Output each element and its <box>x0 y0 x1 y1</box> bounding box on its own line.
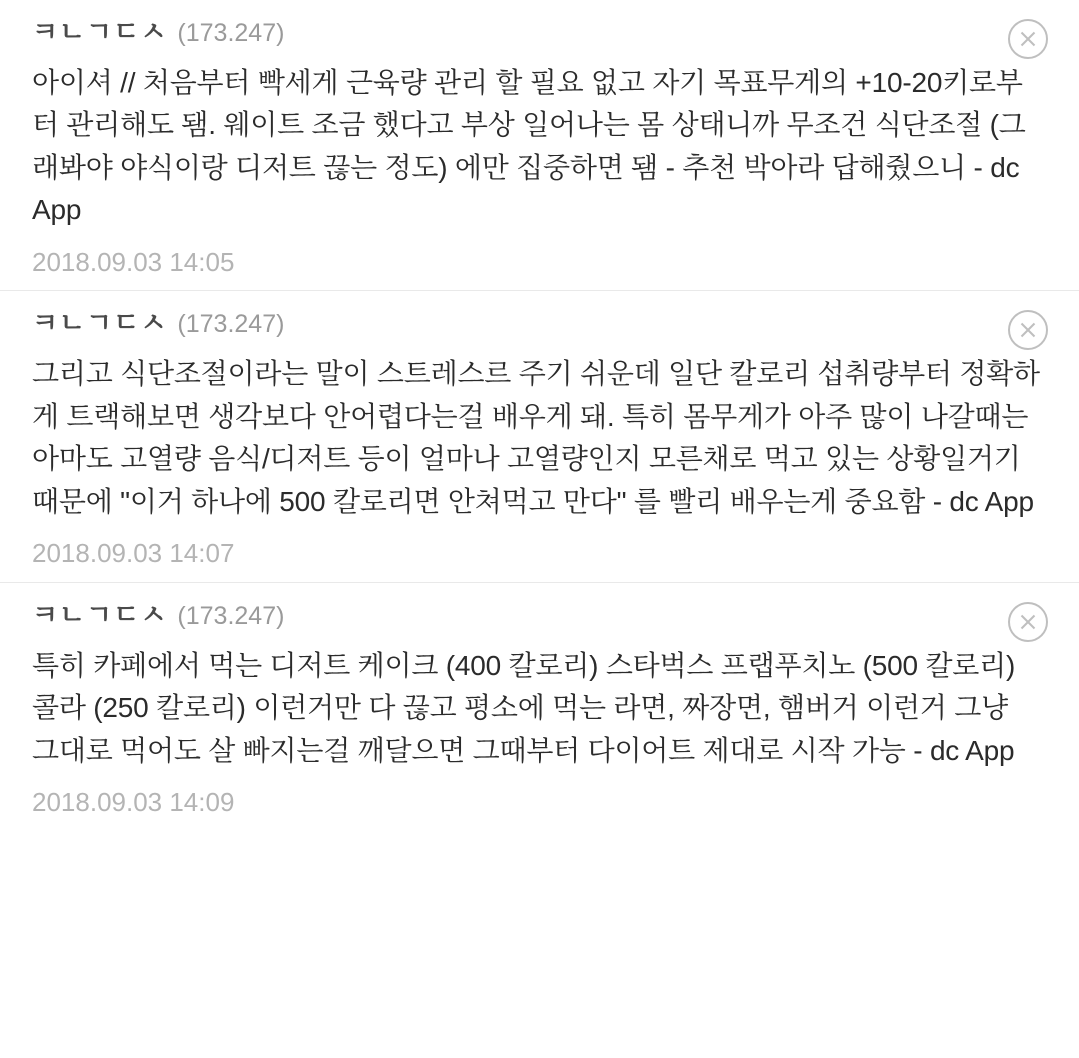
comment-text: 특히 카페에서 먹는 디저트 케이크 (400 칼로리) 스타벅스 프랩푸치노 (500 칼로리) 콜라 (250 칼로리) 이런거만 다 끊고 평소에 먹는 라면, 짜장면, 햄버거 이런거 그냥 그대로 먹어도 살 빠지는걸 깨달으면 그때부터 다이어트 제대로 시작 가능 - dc App <box>32 649 1016 766</box>
close-circle-icon[interactable] <box>1007 601 1049 643</box>
comment-author-ip: (173.247) <box>177 310 285 339</box>
comment-text: 그리고 식단조절이라는 말이 스트레스르 주기 쉬운데 일단 칼로리 섭취량부터 정확하게 트랙해보면 생각보다 안어렵다는걸 배우게 돼. 특히 몸무게가 아주 많이 나갈때는 아마도 고열량 음식/디저트 등이 얼마나 고열량인지 모른채로 먹고 있는 상황일거기 때문에 "이거 하나에 500 칼로리면 안쳐먹고 만다" 를 빨리 배우는게 중요함 - dc App <box>32 358 1040 517</box>
comment-item <box>0 291 1079 582</box>
comment-header <box>32 309 1047 339</box>
comment-timestamp: 2018.09.03 14:07 <box>32 538 235 569</box>
comment-header <box>32 18 1047 48</box>
comment-author-ip: (173.247) <box>177 601 285 630</box>
close-circle-icon[interactable] <box>1007 309 1049 351</box>
comment-text: 아이셔 // 처음부터 빡세게 근육량 관리 할 필요 없고 자기 목표무게의 +10-20키로부터 관리해도 됌. 웨이트 조금 했다고 부상 일어나는 몸 상태니까 무조건 식단조절 (그래봐야 야식이랑 디저트 끊는 정도) 에만 집중하면 됌 - 추천 박아라 답해줬으니 - dc App <box>32 66 1026 226</box>
comment-item <box>0 0 1079 291</box>
close-circle-icon[interactable] <box>1007 18 1049 60</box>
comment-timestamp: 2018.09.03 14:05 <box>32 246 235 277</box>
comment-author-nickname[interactable]: ㅋㄴㄱㄷㅅ <box>32 599 168 630</box>
comment-author-nickname[interactable]: ㅋㄴㄱㄷㅅ <box>32 308 168 339</box>
comment-header <box>32 601 1047 631</box>
comment-item <box>0 583 1079 831</box>
comment-author-nickname[interactable]: ㅋㄴㄱㄷㅅ <box>32 17 168 47</box>
comment-author-ip: (173.247) <box>177 19 285 47</box>
comment-timestamp: 2018.09.03 14:09 <box>32 787 235 818</box>
